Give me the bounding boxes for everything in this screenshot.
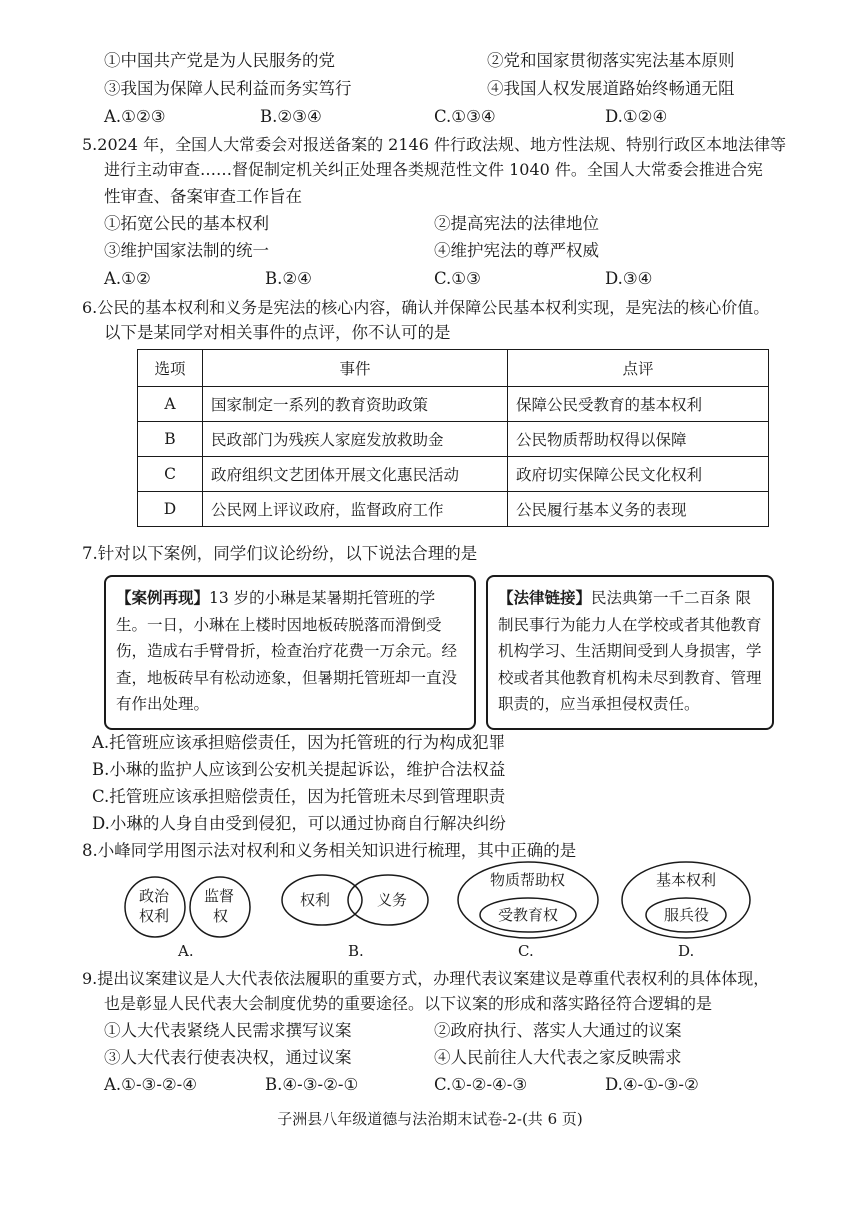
table-cell-option: A (138, 387, 203, 422)
table-cell-option: B (138, 422, 203, 457)
table-cell-comment: 政府切实保障公民文化权利 (508, 457, 769, 492)
q5-option-d: D.③④ (605, 269, 653, 288)
venn-b-option-label: B. (348, 942, 364, 960)
q7-stem: 7.针对以下案例，同学们议论纷纷，以下说法合理的是 (82, 544, 478, 563)
q7-option-c: C.托管班应该承担赔偿责任，因为托管班未尽到管理职责 (92, 787, 506, 806)
q9-option-d: D.④-①-③-② (605, 1075, 699, 1094)
page-footer: 子洲县八年级道德与法治期末试卷-2-(共 6 页) (277, 1110, 583, 1128)
case-tag: 【案例再现】 (116, 588, 210, 607)
q9-statement-1: ①人大代表紧绕人民需求撰写议案 (104, 1021, 352, 1040)
venn-a-option-label: A. (178, 942, 194, 960)
q5-statement-2: ②提高宪法的法律地位 (434, 214, 599, 233)
q9-statement-2: ②政府执行、落实人大通过的议案 (434, 1021, 682, 1040)
q7-option-d: D.小琳的人身自由受到侵犯，可以通过协商自行解决纠纷 (92, 814, 506, 833)
q9-option-c: C.①-②-④-③ (434, 1075, 528, 1094)
q4-statement-1: ①中国共产党是为人民服务的党 (104, 51, 335, 70)
table-cell-comment: 公民履行基本义务的表现 (508, 492, 769, 527)
case-text: 13 岁的小琳是某暑期托管班的学生。一日，小琳在上楼时因地板砖脱落而滑倒受伤，造成右手臂骨折，检查治疗花费一万余元。经查，地板砖早有松动迹象，但暑期托管班却一直没有作出处理。 (116, 589, 458, 713)
q4-statement-4: ④我国人权发展道路始终畅通无阻 (487, 79, 735, 98)
venn-b-label-duties: 义务 (377, 891, 408, 909)
q5-statement-4: ④维护宪法的尊严权威 (434, 241, 599, 260)
q5-option-a: A.①② (104, 269, 151, 288)
q9-stem-line-1: 9.提出议案建议是人大代表依法履职的重要方式，办理代表议案建议是尊重代表权利的具体体现， (82, 969, 770, 988)
venn-a-label-3: 监督 (204, 887, 235, 905)
q4-option-b: B.②③④ (260, 107, 322, 126)
table-header-option: 选项 (138, 350, 203, 387)
table-cell-event: 民政部门为残疾人家庭发放救助金 (203, 422, 508, 457)
q5-statement-3: ③维护国家法制的统一 (104, 241, 269, 260)
q4-option-c: C.①③④ (434, 107, 496, 126)
q5-stem-line-2: 进行主动审查……督促制定机关纠正处理各类规范性文件 1040 件。全国人大常委会推进合宪 (104, 160, 763, 179)
venn-c-option-label: C. (518, 942, 534, 960)
q4-option-a: A.①②③ (104, 107, 166, 126)
law-text: 民法典第一千二百条 限制民事行为能力人在学校或者其他教育机构学习、生活期间受到人身损害，学校或者其他教育机构未尽到教育、管理职责的，应当承担侵权责任。 (498, 589, 762, 713)
q9-stem-line-2: 也是彰显人民代表大会制度优势的重要途径。以下议案的形成和落实路径符合逻辑的是 (104, 994, 713, 1013)
q5-statement-1: ①拓宽公民的基本权利 (104, 214, 269, 233)
q6-stem-line-2: 以下是某同学对相关事件的点评，你不认可的是 (104, 323, 451, 342)
q5-stem-line-3: 性审查、备案审查工作旨在 (104, 187, 302, 206)
table-cell-comment: 保障公民受教育的基本权利 (508, 387, 769, 422)
table-cell-event: 公民网上评议政府，监督政府工作 (203, 492, 508, 527)
q7-option-b: B.小琳的监护人应该到公安机关提起诉讼，维护合法权益 (92, 760, 506, 779)
venn-c-label-outer: 物质帮助权 (490, 871, 566, 889)
q5-option-c: C.①③ (434, 269, 481, 288)
q4-statement-3: ③我国为保障人民利益而务实笃行 (104, 79, 352, 98)
table-cell-comment: 公民物质帮助权得以保障 (508, 422, 769, 457)
law-tag: 【法律链接】 (498, 588, 592, 607)
venn-a-label-4: 权 (213, 907, 229, 925)
table-cell-event: 政府组织文艺团体开展文化惠民活动 (203, 457, 508, 492)
venn-d-option-label: D. (678, 942, 695, 960)
table-header-event: 事件 (203, 350, 508, 387)
q4-statement-2: ②党和国家贯彻落实宪法基本原则 (487, 51, 735, 70)
q5-option-b: B.②④ (265, 269, 312, 288)
venn-a-label-2: 权利 (139, 907, 170, 925)
q9-option-b: B.④-③-②-① (265, 1075, 359, 1094)
table-cell-option: D (138, 492, 203, 527)
q6-stem-line-1: 6.公民的基本权利和义务是宪法的核心内容，确认并保障公民基本权利实现，是宪法的核心价值。 (82, 298, 770, 317)
q8-stem: 8.小峰同学用图示法对权利和义务相关知识进行梳理，其中正确的是 (82, 841, 577, 860)
venn-a-label-1: 政治 (139, 887, 170, 905)
venn-c-label-inner: 受教育权 (498, 906, 559, 924)
q4-option-d: D.①②④ (605, 107, 668, 126)
table-cell-option: C (138, 457, 203, 492)
q9-statement-3: ③人大代表行使表决权，通过议案 (104, 1048, 352, 1067)
table-cell-event: 国家制定一系列的教育资助政策 (203, 387, 508, 422)
table-header-comment: 点评 (508, 350, 769, 387)
venn-d-label-inner: 服兵役 (664, 906, 710, 924)
venn-b-label-rights: 权利 (300, 891, 331, 909)
q9-option-a: A.①-③-②-④ (104, 1075, 198, 1094)
q9-statement-4: ④人民前往人大代表之家反映需求 (434, 1048, 682, 1067)
q7-option-a: A.托管班应该承担赔偿责任，因为托管班的行为构成犯罪 (92, 733, 506, 752)
venn-d-label-outer: 基本权利 (656, 871, 717, 889)
q5-stem-line-1: 5.2024 年，全国人大常委会对报送备案的 2146 件行政法规、地方性法规、特别行政区本地法律等 (82, 135, 786, 154)
